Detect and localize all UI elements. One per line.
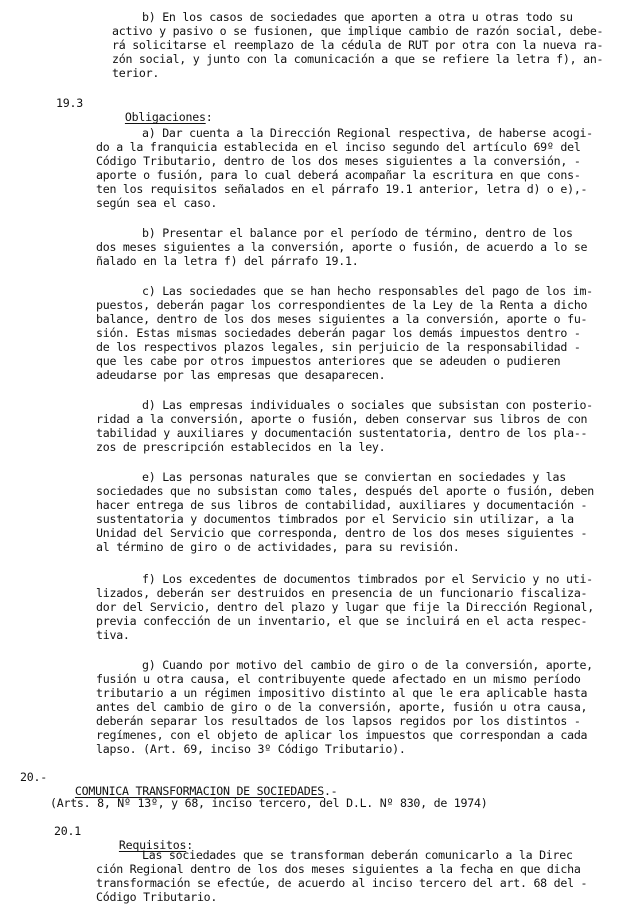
text-line: ción Regional dentro de los dos meses siguientes a la fecha en que dicha (96, 862, 581, 876)
legal-reference: (Arts. 8, Nº 13º, y 68, inciso tercero, del D.L. Nº 830, de 1974) (50, 796, 488, 810)
text-line: zón social, y junto con la comunicación a que se refiere la letra f), an- (112, 52, 604, 66)
text-line: g) Cuando por motivo del cambio de giro o de la conversión, aporte, (142, 658, 593, 672)
text-line: aporte o fusión, para lo cual deberá acompañar la escritura en que cons- (96, 168, 581, 182)
section-title-text: Requisitos (118, 838, 187, 852)
text-line: según sea el caso. (96, 196, 218, 210)
text-line: sustentatoria y documentos timbrados por el Servicio sin utilizar, a la (96, 512, 574, 526)
text-line: hacer entrega de sus libros de contabilidad, auxiliares y documentación - (96, 498, 588, 512)
text-line: activo y pasivo o se fusionen, que implique cambio de razón social, debe- (112, 24, 604, 38)
text-line: lizados, deberán ser destruidos en presencia de un funcionario fiscaliza- (96, 586, 588, 600)
text-line: terior. (112, 66, 160, 80)
text-line: b) En los casos de sociedades que aporten a otra u otras todo su (142, 10, 573, 24)
section-title-suffix: : (186, 838, 193, 852)
text-line: sociedades que no subsistan como tales, después del aporte o fusión, deben (96, 484, 595, 498)
text-line: tabilidad y auxiliares y documentación sustentatoria, dentro de los pla-- (96, 426, 588, 440)
text-line: al término de giro o de actividades, para su revisión. (96, 540, 460, 554)
section-title-suffix: .- (323, 784, 338, 798)
text-line: dos meses siguientes a la conversión, aporte o fusión, de acuerdo a lo se (96, 240, 588, 254)
section-title-suffix: : (205, 110, 213, 124)
text-line: Unidad del Servicio que corresponda, dentro de los dos meses siguientes - (96, 526, 588, 540)
text-line: ridad a la conversión, aporte o fusión, deben conservar sus libros de con (96, 412, 588, 426)
text-line: do a la franquicia establecida en el inciso segundo del artículo 69º del (96, 140, 581, 154)
text-line: puestos, deberán pagar los correspondientes de la Ley de la Renta a dicho (96, 298, 588, 312)
text-line: c) Las sociedades que se han hecho responsables del pago de los im- (142, 284, 593, 298)
text-line: Código Tributario. (96, 890, 218, 904)
text-line: a) Dar cuenta a la Dirección Regional respectiva, de haberse acogi- (142, 126, 593, 140)
text-line: deberán separar los resultados de los lapsos regidos por los distintos - (96, 714, 581, 728)
text-line: tiva. (96, 628, 130, 642)
text-line: que les cabe por otros impuestos anteriores que se adeuden o pudieren (96, 354, 561, 368)
text-line: fusión u otra causa, el contribuyente quede afectado en un mismo período (96, 672, 581, 686)
section-number: 19.3 (56, 96, 83, 110)
text-line: Las sociedades que se transforman deberán comunicarlo a la Direc (142, 848, 573, 862)
text-line: dor del Servicio, dentro del plazo y lugar que fije la Dirección Regional, (96, 600, 595, 614)
section-title-text: COMUNICA TRANSFORMACION DE SOCIEDADES (74, 784, 324, 798)
text-line: transformación se efectúe, de acuerdo al inciso tercero del art. 68 del - (96, 876, 588, 890)
text-line: b) Presentar el balance por el período de término, dentro de los (142, 226, 573, 240)
text-line: rá solicitarse el reemplazo de la cédula de RUT por otra con la nueva ra- (112, 38, 604, 52)
section-title-text: Obligaciones (124, 110, 206, 124)
text-line: f) Los excedentes de documentos timbrados por el Servicio y no uti- (142, 572, 593, 586)
text-line: ñalado en la letra f) del párrafo 19.1. (96, 254, 359, 268)
text-line: ten los requisitos señalados en el párrafo 19.1 anterior, letra d) o e),- (96, 182, 588, 196)
text-line: adeudarse por las empresas que desaparecen. (96, 368, 386, 382)
text-line: regímenes, con el objeto de aplicar los impuestos que correspondan a cada (96, 728, 588, 742)
text-line: d) Las empresas individuales o sociales que subsistan con posterio- (142, 398, 593, 412)
text-line: de los respectivos plazos legales, sin perjuicio de la responsabilidad - (96, 340, 581, 354)
text-line: zos de prescripción establecidos en la ley. (96, 440, 386, 454)
text-line: antes del cambio de giro o de la conversión, aporte, fusión u otra causa, (96, 700, 588, 714)
text-line: e) Las personas naturales que se conviertan en sociedades y las (142, 470, 566, 484)
section-number: 20.1 (54, 824, 81, 838)
text-line: previa confección de un inventario, el que se incluirá en el acta respec- (96, 614, 588, 628)
text-line: lapso. (Art. 69, inciso 3º Código Tributario). (96, 742, 406, 756)
text-line: Código Tributario, dentro de los dos meses siguientes a la conversión, - (96, 154, 581, 168)
text-line: sión. Estas mismas sociedades deberán pagar los demás impuestos dentro - (96, 326, 581, 340)
text-line: balance, dentro de los dos meses siguientes a la conversión, aporte o fu- (96, 312, 588, 326)
section-number: 20.- (20, 770, 47, 784)
text-line: tributario a un régimen impositivo distinto al que le era aplicable hasta (96, 686, 588, 700)
